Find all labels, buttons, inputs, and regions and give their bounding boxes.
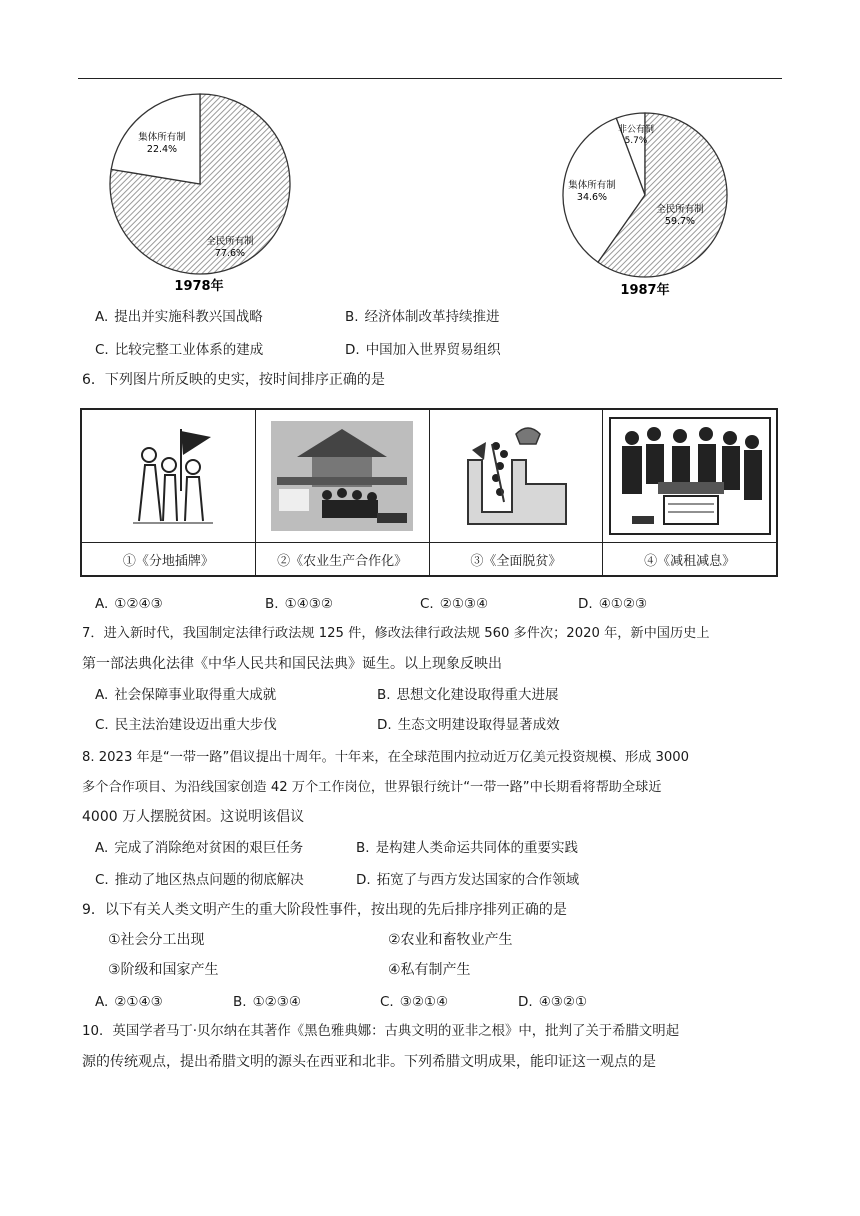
q9-stem: 9．以下有关人类文明产生的重大阶段性事件，按出现的先后排序排列正确的是 [82, 902, 567, 918]
pie-1987-title: 1987年 [620, 283, 670, 298]
pie-1978-slice-value-collective: 22.4% [146, 144, 178, 155]
q6-stem: 6．下列图片所反映的史实，按时间排序正确的是 [82, 372, 385, 388]
q9-option-c: C. ③②①④ [380, 994, 449, 1010]
q8-stem-line-1: 8. 2023 年是“一带一路”倡议提出十周年。十年来，在全球范围内拉动近万亿美元投资规模、形成 3000 [82, 750, 690, 765]
q6-image-2 [256, 410, 430, 575]
pie-chart-1987 [550, 110, 750, 302]
q8-option-c: C. 推动了地区热点问题的彻底解决 [95, 872, 304, 888]
pie-1987-slice-value-state: 59.7% [664, 216, 696, 227]
q6-image-panel [80, 408, 778, 577]
q7-option-b: B. 思想文化建设取得重大进展 [377, 687, 559, 703]
q5-option-b: B. 经济体制改革持续推进 [345, 309, 500, 325]
q9-option-a: A. ②①④③ [95, 994, 163, 1010]
q6-image-3 [430, 410, 604, 575]
q10-stem-line-1: 10．英国学者马丁·贝尔纳在其著作《黑色雅典娜：古典文明的亚非之根》中，批判了关于希腊文明起 [82, 1024, 680, 1039]
q5-option-c: C. 比较完整工业体系的建成 [95, 342, 264, 358]
q6-caption-4: ④《减租减息》 [603, 542, 776, 575]
q6-caption-3: ③《全面脱贫》 [430, 542, 603, 575]
q8-option-d: D. 拓宽了与西方发达国家的合作领域 [356, 872, 580, 888]
q6-option-c: C. ②①③④ [420, 596, 489, 612]
poverty-alleviation-illustration-icon [456, 420, 576, 532]
pie-1978-slices [110, 94, 290, 274]
q6-option-a: A. ①②④③ [95, 596, 163, 612]
q7-stem-line-2: 第一部法典化法律《中华人民共和国民法典》诞生。以上现象反映出 [82, 656, 502, 672]
q7-option-a: A. 社会保障事业取得重大成就 [95, 687, 277, 703]
q9-option-b: B. ①②③④ [233, 994, 301, 1010]
pie-1987-slice-label-collective: 集体所有制 [568, 180, 616, 191]
pie-1987-slice-value-collective: 34.6% [576, 192, 608, 203]
q9-option-d: D. ④③②① [518, 994, 588, 1010]
rent-reduction-illustration-icon [608, 416, 772, 536]
q6-caption-1: ①《分地插牌》 [82, 542, 255, 575]
q8-stem-line-3: 4000 万人摆脱贫困。这说明该倡议 [82, 809, 305, 825]
pie-1978-slice-label-collective: 集体所有制 [138, 132, 186, 143]
q6-option-b: B. ①④③② [265, 596, 333, 612]
q9-item-1: ①社会分工出现 [108, 932, 205, 948]
q7-option-d: D. 生态文明建设取得显著成效 [377, 717, 560, 733]
q5-option-a: A. 提出并实施科教兴国战略 [95, 309, 263, 325]
q6-option-d: D. ④①②③ [578, 596, 648, 612]
q7-stem-line-1: 7．进入新时代，我国制定法律行政法规 125 件，修改法律行政法规 560 多件次；2020 年，新中国历史上 [82, 626, 710, 641]
pie-1978-title: 1978年 [174, 279, 224, 294]
pie-1978-slice-value-state: 77.6% [214, 248, 246, 259]
pie-1987-slice-value-private: 5.7% [624, 136, 648, 146]
pie-1978-slice-label-state: 全民所有制 [206, 236, 254, 247]
q8-option-b: B. 是构建人类命运共同体的重要实践 [356, 840, 579, 856]
q5-option-d: D. 中国加入世界贸易组织 [345, 342, 501, 358]
q6-image-1 [82, 410, 256, 575]
cooperative-farming-illustration-icon [267, 417, 417, 535]
q6-image-4 [603, 410, 776, 575]
q7-option-c: C. 民主法治建设迈出重大步伐 [95, 717, 277, 733]
q9-item-3: ③阶级和国家产生 [108, 962, 219, 978]
q9-item-4: ④私有制产生 [388, 962, 471, 978]
q6-caption-2: ②《农业生产合作化》 [256, 542, 429, 575]
header-rule [78, 78, 782, 79]
q9-item-2: ②农业和畜牧业产生 [388, 932, 513, 948]
q10-stem-line-2: 源的传统观点，提出希腊文明的源头在西亚和北非。下列希腊文明成果，能印证这一观点的是 [82, 1054, 656, 1070]
q8-option-a: A. 完成了消除绝对贫困的艰巨任务 [95, 840, 304, 856]
q8-stem-line-2: 多个合作项目、为沿线国家创造 42 万个工作岗位，世界银行统计“一带一路”中长期看将帮助全球近 [82, 780, 662, 795]
pie-1987-slice-label-private: 非公有制 [617, 125, 655, 135]
pie-chart-1978 [100, 92, 310, 302]
pie-1987-slice-label-state: 全民所有制 [656, 204, 704, 215]
land-division-illustration-icon [113, 421, 223, 531]
